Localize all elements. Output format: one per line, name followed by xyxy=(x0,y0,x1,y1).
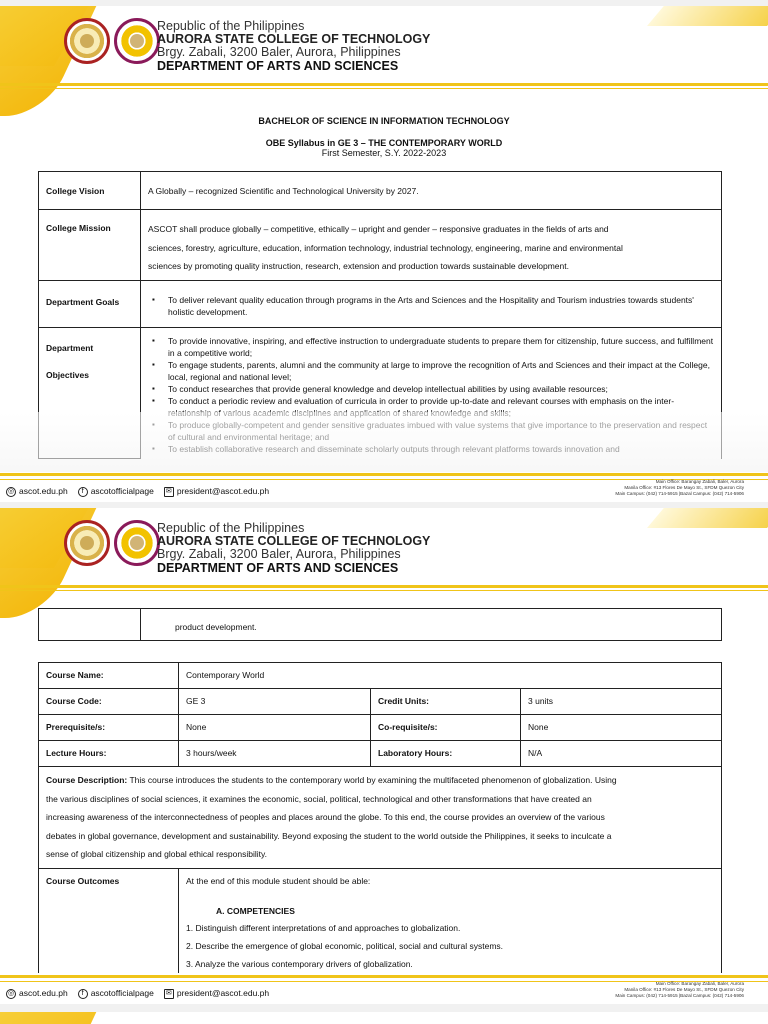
header-rule xyxy=(0,590,768,591)
footer-address: Main Office: Barangay Zabali, Baler, Aurora Manila Office: #13 Flores De Mayo St., SFDM Quezon City Main Campus: (042) 714-5915 |Bazal Campus: (042) 714-5906 xyxy=(615,981,744,998)
college-seal-logo xyxy=(64,18,110,64)
email-link[interactable]: ✉ president@ascot.edu.ph xyxy=(164,486,269,497)
website-link[interactable]: ◎ ascot.edu.ph xyxy=(7,988,68,999)
lab-hours-label: Laboratory Hours: xyxy=(371,741,521,767)
empty-label-cell xyxy=(39,609,141,641)
corequisite-label: Co-requisite/s: xyxy=(371,715,521,741)
footer-contacts xyxy=(6,988,269,999)
course-name-value: Contemporary World xyxy=(179,663,722,689)
footer-rule xyxy=(0,473,768,476)
department-name: DEPARTMENT OF ARTS AND SCIENCES xyxy=(157,59,399,73)
globe-icon: ◎ xyxy=(7,990,15,997)
course-code-value: GE 3 xyxy=(179,689,371,715)
logos xyxy=(64,520,160,566)
objective-item: ▪ To engage students, parents, alumni and the community at large to improve the recognition of Arts and Sciences and their impact at the College, local, regional and national level; xyxy=(152,359,714,383)
corequisite-value: None xyxy=(521,715,722,741)
outcomes-intro: At the end of this module student should be able: xyxy=(186,875,371,886)
facebook-icon: f xyxy=(78,487,88,497)
corner-decoration xyxy=(647,6,768,26)
lecture-hours-label: Lecture Hours: xyxy=(39,741,179,767)
page-2 xyxy=(0,508,768,1004)
credit-units-label: Credit Units: xyxy=(371,689,521,715)
prerequisite-value: None xyxy=(179,715,371,741)
goals-cell xyxy=(141,280,722,327)
course-outcomes-label: Course Outcomes xyxy=(39,868,179,973)
objective-item: ▪ To provide innovative, inspiring, and effective instruction to undergraduate students to prepare them for citizenship, future success, and fulfillment in a competitive world; xyxy=(152,335,714,359)
objectives-label: Department Objectives xyxy=(39,327,141,459)
syllabus-title: OBE Syllabus in GE 3 – THE CONTEMPORARY WORLD xyxy=(265,138,503,148)
republic-line: Republic of the Philippines xyxy=(157,19,305,33)
email-link[interactable]: ✉ president@ascot.edu.ph xyxy=(164,988,269,999)
mission-text: ASCOT shall produce globally – competitive, ethically – upright and gender – responsive graduates in the fields of arts and sciences, forestry, agriculture, education, information technology, industrial technology, engineering, marine and environmental sciences by promoting quality instruction, research, extension and production towards sustainable development. xyxy=(141,210,722,281)
objective-item: ▪ To conduct researches that provide general knowledge and develop intellectual abilities by using available resources; xyxy=(152,383,714,395)
semester-line: First Semester, S.Y. 2022-2023 xyxy=(321,148,447,158)
course-outcomes-cell xyxy=(179,868,722,973)
letterhead xyxy=(157,522,430,575)
facebook-link[interactable]: f ascotofficialpage xyxy=(78,486,154,497)
competency-item: 2. Describe the emergence of global economic, political, social and cultural systems. xyxy=(186,940,504,951)
goals-label: Department Goals xyxy=(39,280,141,327)
watermark-area xyxy=(0,412,768,472)
credit-units-value: 3 units xyxy=(521,689,722,715)
mail-icon: ✉ xyxy=(164,487,174,497)
footer-contacts xyxy=(6,486,269,497)
course-description-label: Course Description: xyxy=(46,775,128,785)
goal-item: ▪ To deliver relevant quality education through programs in the Arts and Sciences and the Hospitality and Tourism industries towards students' holistic development. xyxy=(152,294,714,318)
corner-decoration xyxy=(647,508,768,528)
college-address: Brgy. Zabali, 3200 Baler, Aurora, Philippines xyxy=(157,45,401,59)
course-info-table xyxy=(38,662,722,973)
competency-item: 1. Distinguish different interpretations of and approaches to globalization. xyxy=(186,922,461,933)
course-name-label: Course Name: xyxy=(39,663,179,689)
competency-item: 3. Analyze the various contemporary drivers of globalization. xyxy=(186,958,413,969)
lecture-hours-value: 3 hours/week xyxy=(179,741,371,767)
department-logo xyxy=(114,18,160,64)
header-rule xyxy=(0,88,768,89)
republic-line: Republic of the Philippines xyxy=(157,521,305,535)
footer-rule xyxy=(0,975,768,978)
corner-decoration xyxy=(0,1012,115,1024)
header-rule xyxy=(0,585,768,588)
header-rule xyxy=(0,83,768,86)
mission-label: College Mission xyxy=(39,210,141,281)
objective-continued: product development. xyxy=(141,609,722,641)
logos xyxy=(64,18,160,64)
course-code-label: Course Code: xyxy=(39,689,179,715)
mail-icon: ✉ xyxy=(164,989,174,999)
competencies-title: A. COMPETENCIES xyxy=(216,905,295,916)
vision-text: A Globally – recognized Scientific and Technological University by 2027. xyxy=(141,172,722,210)
footer-address: Main Office: Barangay Zabali, Baler, Aurora Manila Office: #13 Flores De Mayo St., SFDM Quezon City Main Campus: (042) 714-5915 |Bazal Campus: (042) 714-5906 xyxy=(615,479,744,496)
college-name: AURORA STATE COLLEGE OF TECHNOLOGY xyxy=(157,534,431,548)
page-1 xyxy=(0,6,768,502)
college-address: Brgy. Zabali, 3200 Baler, Aurora, Philippines xyxy=(157,547,401,561)
facebook-icon: f xyxy=(78,989,88,999)
website-link[interactable]: ◎ ascot.edu.ph xyxy=(7,486,68,497)
vmg-table-continued xyxy=(38,608,722,641)
college-name: AURORA STATE COLLEGE OF TECHNOLOGY xyxy=(157,32,431,46)
page-3 xyxy=(0,1012,768,1024)
vision-label: College Vision xyxy=(39,172,141,210)
prerequisite-label: Prerequisite/s: xyxy=(39,715,179,741)
course-description: Course Description: This course introduces the students to the contemporary world by examining the multifaceted phenomenon of globalization. Using the various disciplines of social sciences, it examines the economic, social, political, technological and other transformations that have created an increasing awareness of the interconnectedness of peoples and places around the globe. To this end, the course provides an overview of the various debates in global governance, development and sustainability. Beyond exposing the student to the world outside the Philippines, it seeks to inculcate a sense of global citizenship and global ethical responsibility. xyxy=(39,767,722,869)
lab-hours-value: N/A xyxy=(521,741,722,767)
department-name: DEPARTMENT OF ARTS AND SCIENCES xyxy=(157,561,399,575)
college-seal-logo xyxy=(64,520,110,566)
program-title: BACHELOR OF SCIENCE IN INFORMATION TECHNOLOGY xyxy=(258,116,510,126)
letterhead xyxy=(157,20,430,73)
globe-icon: ◎ xyxy=(7,488,15,495)
department-logo xyxy=(114,520,160,566)
facebook-link[interactable]: f ascotofficialpage xyxy=(78,988,154,999)
objective-item: ▪ To conduct a periodic review and evaluation of curricula in order to provide up-to-date and relevant courses with emphasis on the inter- xyxy=(152,395,714,419)
